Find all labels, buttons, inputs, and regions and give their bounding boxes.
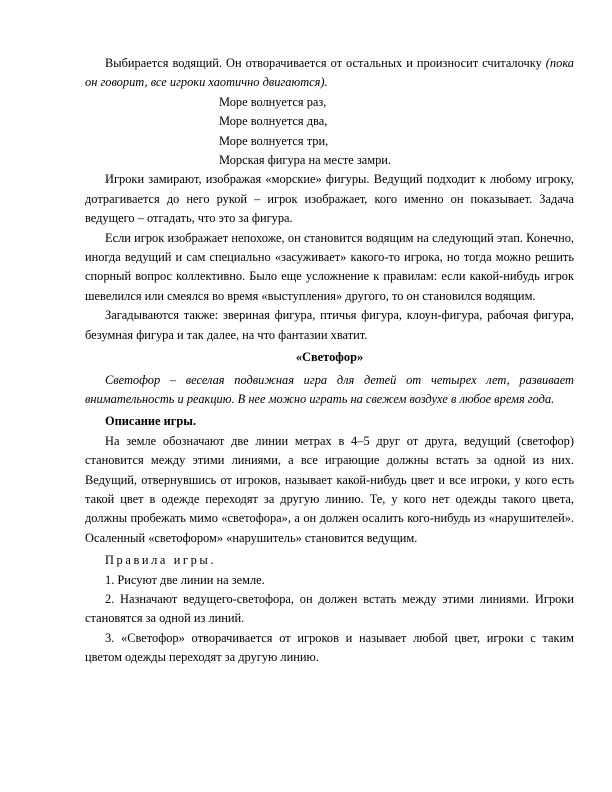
description-heading: Описание игры. — [105, 414, 197, 429]
rule-item: 1. Рисуют две линии на земле. — [105, 572, 265, 587]
counting-rhyme — [219, 93, 574, 171]
rhyme-line: Море волнуется раз, — [219, 94, 327, 109]
rules-heading: Правила игры. — [105, 553, 217, 568]
paragraph-rules-note: Если игрок изображает непохоже, он становится водящим на следующий этап. Конечно, иногда ведущий и сам специально «засуживает» какого-то игрока, но тогда можно решить спорный вопрос коллективно. Было еще усложнение к правилам: если какой-нибудь игрок шевелился или смеялся во время «выступления» другого, то он становился водящим. — [85, 230, 574, 303]
rhyme-line: Морская фигура на месте замри. — [219, 153, 392, 168]
document-body — [85, 54, 574, 668]
paragraph-figure-types: Загадываются также: звериная фигура, птичья фигура, клоун-фигура, рабочая фигура, безумная фигура и так далее, на что фантазии хватит. — [85, 308, 574, 342]
game-description: На земле обозначают две линии метрах в 4–5 друг от друга, ведущий (светофор) становится между этими линиями, а все играющие должны встать за одной из них. Ведущий, отвернувшись от игроков, называет какой-нибудь цвет и все игроки, у кого есть такой цвет в одежде переходят за другую линию. Те, у кого нет одежды такого цвета, должны пробежать мимо «светофора», а он должен осалить кого-нибудь из «нарушителей». Осаленный «светофором» «нарушитель» становится ведущим. — [85, 433, 574, 545]
paragraph-leader-selection — [85, 54, 574, 93]
rhyme-line: Море волнуется два, — [219, 114, 328, 129]
rule-item: 2. Назначают ведущего-светофора, он должен встать между этими линиями. Игроки становятся за одной из линий. — [85, 591, 574, 626]
paragraph-text: Выбирается водящий. Он отворачивается от остальных и произносит считалочку — [105, 56, 546, 70]
paragraph-figures: Игроки замирают, изображая «морские» фигуры. Ведущий подходит к любому игроку, дотрагивается до него рукой – игрок изображает, кого именно он показывает. Задача ведущего – отгадать, что это за фигура. — [85, 172, 574, 226]
rhyme-line: Море волнуется три, — [219, 133, 329, 148]
game-intro: Светофор – веселая подвижная игра для детей от четырех лет, развивает внимательность и реакцию. В нее можно играть на свежем воздухе в любое время года. — [85, 372, 574, 406]
game-title: «Светофор» — [295, 350, 364, 365]
rule-item: 3. «Светофор» отворачивается от игроков и называет любой цвет, игроки с таким цветом одежды переходят за другую линию. — [85, 630, 574, 665]
paragraph-italic-note: (пока он говорит, все игроки хаотично двигаются). — [85, 56, 574, 90]
